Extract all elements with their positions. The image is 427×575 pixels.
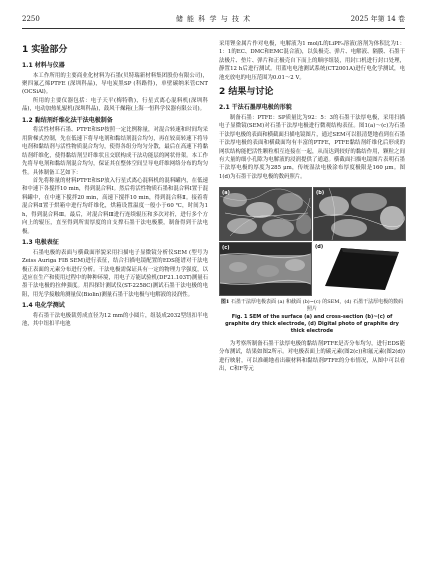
section-1-3-paragraph-1: 石墨电极的表面与横截面形貌采用扫描电子显微镜分析仪SEM (型号为Zeiss Auriga FIB SEM)进行表征，结合扫描电镜配置的EDS能谱对干法电极正表面的元素分布进行分析。干法电极需保证具有一定的物理力学强度，以适应在生产和使用过程中的种种环境，用电子万能试验机(DF21.103T)测量石墨干法电极的拉伸强度。用四探针测试仪(ST-2258C)测试石墨干法电极的电阻，用光学接触角测量仪(Biolin)测量石墨干法电极与电解液的浸润性。 — [22, 249, 208, 298]
section-2-1-paragraph-1: 制备石墨：PTFE：SP质量比为92：5：3的石墨干法厚电极，采用扫描电子显微镜(SEM)对石墨干法厚电极进行微观结构表征。图1(a)～(c)为石墨干法厚电极的表面和横截面扫描电镜图片，通过SEM可以很清楚地看到在石墨干法厚电极的表面和横截面均有丰富的PTFE，PTFE黏结剂纤维化后形成的网状结构能把活性颗粒相互连接在一起，从而达到较好的黏结作用，颗粒之间有大量的细小孔隙为电解液的浸润提供了通道。横截面扫描电镜图片表明石墨干法厚电极的厚度为285 μm，传统湿法电极涂布厚度极限是160 μm。图1(d)为石墨干法厚电极的数码照片。 — [219, 114, 405, 180]
panel-label-d: (d) — [315, 244, 324, 251]
figure-1-caption-cn — [219, 299, 405, 313]
right-column — [219, 40, 405, 374]
figure-1-caption-cn-text: 石墨干法厚电极表面 (a) 和截面 (b)~(c) 的SEM，(d) 石墨干法厚电极的数码照片 — [230, 299, 404, 313]
sem-cross-section-image-b — [313, 187, 406, 241]
page-number: 2250 — [22, 15, 40, 23]
page-header — [22, 12, 405, 26]
sem-cross-section-c-graphic — [220, 243, 311, 295]
sem-cross-section-image-c — [219, 242, 312, 296]
section-1-4-title: 1.4 电化学测试 — [22, 302, 65, 310]
section-1-1-title: 1.1 材料与仪器 — [22, 62, 65, 69]
sem-surface-image — [219, 187, 312, 241]
section-1-2-paragraph-2: 首先将称量的材料PTFE和SP放入行星式离心混料机的混料罐内，在低速和中速下各搅拌10 min，得到混合料Ⅰ。然后将活性物质石墨和混合料Ⅰ置于混料罐中，在中速下搅拌20 min，高速下搅拌10 min，得到混合料Ⅱ。接着将混合料Ⅱ置于烘箱中进行均纤维化，烘箱设置温度一般小于60 ℃，时间为1 h，得到混合料Ⅲ。最后，对混合料Ⅲ进行连续辊压和多次对折，进行多个方向上的辊压，直至得到所需厚度的自支撑石墨干法电极膜，制备得到干法电极。 — [22, 177, 208, 235]
header-rule — [22, 28, 405, 29]
figure-1-caption-en-number: Fig. 1 — [231, 314, 248, 321]
figure-1-caption-cn-number: 图1 — [220, 299, 230, 306]
panel-label-a: (a) — [222, 190, 230, 197]
section-2-title: 2 结果与讨论 — [219, 87, 274, 98]
section-1-title: 1 实验部分 — [22, 45, 68, 55]
section-1-1-paragraph-2: 所用的主要仪器包括：电子天平(梅特勒)，行星式离心混料机(深圳科晶)，电动加热轧辊机(深圳科晶)，鼓风干燥箱(上海一恒科学仪器有限公司)。 — [22, 97, 208, 113]
left-column — [22, 40, 208, 329]
sem-cross-section-b-graphic — [314, 188, 405, 240]
issue-label: 2025 年第 14 卷 — [350, 15, 405, 23]
section-2-1-paragraph-2: 为考察所制备石墨干法厚电极的黏结剂PTFE是否分布均匀，进行EDS能分布测试，结果如图2所示。对电极表面上的碳元素(图2(c))和氟元素(图2(d))进行映射，可以准确地看出碳材料和黏结剂PTFE的分布情况，从图中可以看出，C和F等元 — [219, 340, 405, 373]
sem-surface-graphic — [220, 188, 311, 240]
section-1-3-title: 1.3 电极表征 — [22, 239, 59, 247]
panel-label-b: (b) — [316, 190, 325, 197]
figure-1-caption-en-text: SEM of the surface (a) and cross-section (b)~(c) of graphite dry thick electrode, (d) Digital photo of graphite dry thick electrode — [225, 314, 399, 334]
section-1-4-paragraph-continued: 采用锂金属片作对电极，电解液为1 mol/L的LiPF₆溶液(溶剂为体积比为1：1：1的EC、DMC和EMC混合液)，以负极壳、弹片、电解液、隔膜、石墨干法极片、垫片、弹片和正极壳自下而上的顺序组装，用封口机进行封口处理，静置12 h后进行测试。用蓝电电池测试系统(CT2001A)进行电化学测试，电池充放电的电压范围为0.01～2 V。 — [219, 41, 405, 81]
section-1-2-paragraph-1: 将活性材料石墨、PTFE和SP按照一定比例称量，对混合转速和时间均采用阶梯式控制，先在低速下将导电剂和黏结剂混合均匀，再在较高转速下将导电剂和黏结剂与活性物质混合均匀，使得各组分均匀分散，最后在高速下将黏结剂纤维化，使得黏结剂呈纤维状且交联构成干法功能层的网状骨架。本工作先将导电剂和黏结剂混合均匀，保证其在整体空间呈导电纤维网络分布的均匀性。具体制备工艺如下： — [22, 127, 208, 176]
panel-label-c: (c) — [222, 245, 230, 252]
section-1-2-title: 1.2 黏结剂纤维化法干法电极制备 — [22, 116, 113, 124]
section-2-1-title: 2.1 干法石墨厚电极的形貌 — [219, 104, 292, 112]
electrode-photo-graphic — [313, 242, 404, 294]
figure-1 — [219, 187, 405, 295]
journal-title: 储 能 科 学 与 技 术 — [175, 15, 252, 23]
section-1-1-paragraph-1: 本工作所用的主要商业化材料为石墨(贝特瑞新材料集团股份有限公司)，聚四氟乙烯PTFE (深圳科晶)，导电炭黑SP (科路得)，单壁碳纳米管CNT (OCSiAl)。 — [22, 72, 208, 96]
section-1-4-paragraph-1: 将石墨干法电极裁剪成直径为12 mm的小圆片，组装成2032型纽扣半电池，其中纽扣半电池 — [22, 312, 208, 328]
figure-1-caption-en — [225, 314, 399, 334]
digital-photo-image — [313, 242, 404, 294]
